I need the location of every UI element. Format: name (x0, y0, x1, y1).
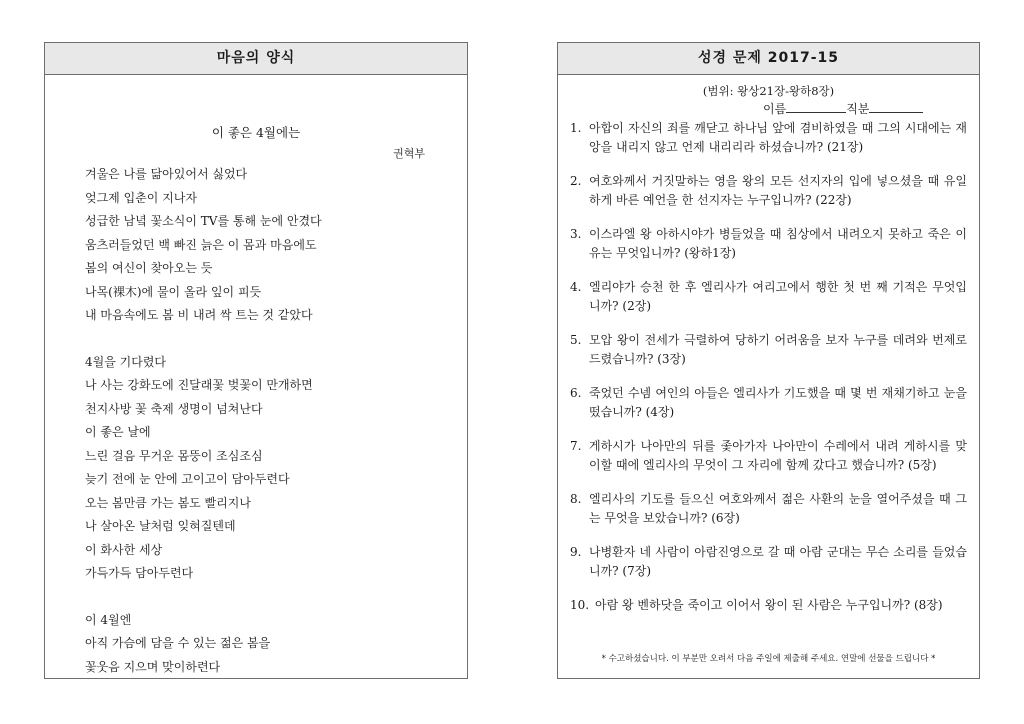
poem-line: 꽃웃음 지으며 맞이하련다 (85, 659, 221, 674)
poem-line: 4월을 기다렸다 (85, 354, 167, 369)
poem-body (85, 163, 447, 702)
poem-line: 성급한 남녘 꽃소식이 TV를 통해 눈에 안겼다 (85, 214, 322, 228)
question-item (570, 543, 967, 581)
question-number: 3. (570, 227, 582, 241)
poem-line: 이 좋은 날에 (85, 425, 151, 439)
question-item (570, 437, 967, 475)
poem-line: 아직 가슴에 담을 수 있는 젊은 봄을 (85, 636, 271, 650)
question-item (570, 331, 967, 369)
question-item (570, 119, 967, 157)
poem-line: 엊그제 입춘이 지나자 (85, 190, 197, 205)
question-text: 게하시가 나아만의 뒤를 좇아가자 나아만이 수레에서 내려 게하시를 맞이할 때에 엘리사의 무엇이 그 자리에 함께 갔다고 했습니까? (5장) (589, 439, 967, 472)
name-label: 이름 (763, 102, 787, 116)
poem-line: 느린 걸음 무거운 몸뚱이 조심조심 (85, 448, 263, 463)
poem-line: 겨울은 나를 닮아있어서 싫었다 (85, 167, 248, 181)
poem-line: 내 마음속에도 봄 비 내려 싹 트는 것 같았다 (85, 308, 313, 322)
name-blank[interactable] (786, 101, 846, 113)
poem-stanza-1 (85, 163, 447, 328)
question-text: 아합이 자신의 죄를 깨닫고 하나님 앞에 겸비하였을 때 그의 시대에는 재앙을 내리지 않고 언제 내리리라 하셨습니까? (21장) (589, 121, 967, 154)
question-number: 1. (570, 121, 582, 135)
poem-line: 이 4월엔 (85, 612, 132, 627)
quiz-range: (범위: 왕상21장-왕하8장) (702, 84, 835, 98)
poem-title: 이 좋은 4월에는 (211, 125, 301, 140)
footnote: * 수고하셨습니다. 이 부분만 오려서 다음 주일에 제출해 주세요. 연말에 선물을 드립니다 * (601, 654, 936, 664)
question-text: 여호와께서 거짓말하는 영을 왕의 모든 선지자의 입에 넣으셨을 때 유일하게 바른 예언을 한 선지자는 누구입니까? (22장) (589, 174, 967, 207)
poem-line: 오는 봄만큼 가는 봄도 빨리지나 (85, 495, 251, 510)
poem-line: 나 사는 강화도에 진달래꽃 벚꽃이 만개하면 (85, 378, 313, 392)
question-number: 6. (570, 386, 582, 400)
question-text: 아람 왕 벤하닷을 죽이고 이어서 왕이 된 사람은 누구입니까? (8장) (595, 598, 943, 612)
name-position-line (763, 100, 923, 117)
question-text: 엘리사의 기도를 들으신 여호와께서 젊은 사환의 눈을 열어주셨을 때 그는 무엇을 보았습니까? (6장) (589, 492, 967, 525)
question-text: 나병환자 네 사람이 아람진영으로 갈 때 아람 군대는 무슨 소리를 들었습니까? (7장) (589, 545, 967, 578)
position-blank[interactable] (869, 101, 923, 113)
question-text: 이스라엘 왕 아하시야가 병들었을 때 침상에서 내려오지 못하고 죽은 이유는 무엇입니까? (왕하1장) (589, 227, 967, 260)
question-item (570, 225, 967, 263)
poem-line: 움츠러들었던 백 빠진 늙은 이 몸과 마음에도 (85, 237, 317, 252)
position-label: 직분 (846, 102, 870, 116)
question-item (570, 172, 967, 210)
question-text: 죽었던 수넴 여인의 아들은 엘리사가 기도했을 때 몇 번 재채기하고 눈을 떴습니까? (4장) (589, 386, 967, 419)
question-number: 8. (570, 492, 582, 506)
poem-line: 봄의 여신이 찾아오는 듯 (85, 261, 213, 275)
poem-line: 늦기 전에 눈 안에 고이고이 담아두련다 (85, 472, 290, 486)
question-text: 엘리야가 승천 한 후 엘리사가 여리고에서 행한 첫 번 째 기적은 무엇입니까? (2장) (589, 280, 967, 313)
poem-line: 이 화사한 세상 (85, 542, 163, 557)
question-item (570, 596, 967, 615)
poem-panel (44, 42, 468, 679)
quiz-panel-header: 성경 문제 2017-15 (558, 43, 979, 75)
question-item (570, 384, 967, 422)
poem-line: 나 살아온 날처럼 잊혀질텐데 (85, 519, 236, 533)
poem-author: 권혁부 (393, 147, 425, 160)
question-list (570, 119, 967, 630)
poem-line: 가득가득 담아두련다 (85, 566, 194, 580)
poem-stanza-3 (85, 609, 447, 680)
question-number: 9. (570, 545, 582, 559)
question-number: 5. (570, 333, 582, 347)
question-number: 4. (570, 280, 582, 294)
quiz-panel (557, 42, 980, 679)
poem-line: 나목(裸木)에 물이 올라 잎이 피듯 (85, 284, 262, 299)
poem-line: 천지사방 꽃 축제 생명이 넘쳐난다 (85, 401, 263, 416)
question-item (570, 490, 967, 528)
question-number: 7. (570, 439, 582, 453)
question-number: 2. (570, 174, 582, 188)
poem-panel-header: 마음의 양식 (45, 43, 467, 75)
poem-stanza-2 (85, 351, 447, 586)
question-text: 모압 왕이 전세가 극렬하여 당하기 어려움을 보자 누구를 데려와 번제로 드렸습니까? (3장) (589, 333, 967, 366)
question-item (570, 278, 967, 316)
question-number: 10. (570, 598, 590, 612)
